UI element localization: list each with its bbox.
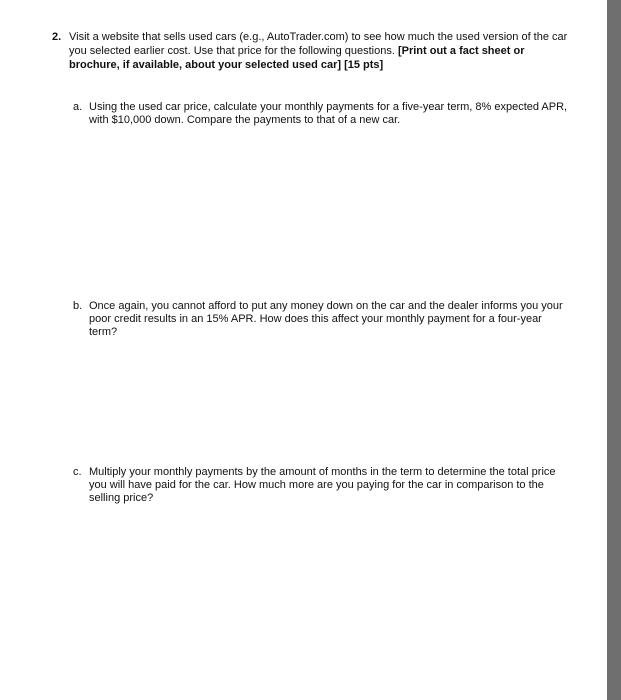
viewer-edge [607, 0, 621, 700]
question-instruction: [Print out a fact sheet or brochure, if available, about your selected used car] [15 pts] [69, 45, 525, 71]
part-a-letter: a. [73, 101, 83, 113]
question-intro: Visit a website that sells used cars (e.g., AutoTrader.com) to see how much the used version of the car you selected earlier cost. Use that price for the following questions. [69, 31, 568, 57]
part-c-text: Multiply your monthly payments by the amount of months in the term to determine the total price you will have paid for the car. How much more are you paying for the car in comparison to the selling price? [89, 466, 556, 504]
question-body [69, 30, 569, 72]
part-c-letter: c. [73, 466, 82, 478]
question-number: 2. [52, 31, 62, 43]
part-a-text: Using the used car price, calculate your monthly payments for a five-year term, 8% expected APR, with $10,000 down. Compare the payments to that of a new car. [89, 101, 568, 126]
part-b-letter: b. [73, 300, 83, 312]
part-b-text: Once again, you cannot afford to put any money down on the car and the dealer informs you your poor credit results in an 15% APR. How does this affect your monthly payment for a four-year term? [89, 300, 563, 338]
